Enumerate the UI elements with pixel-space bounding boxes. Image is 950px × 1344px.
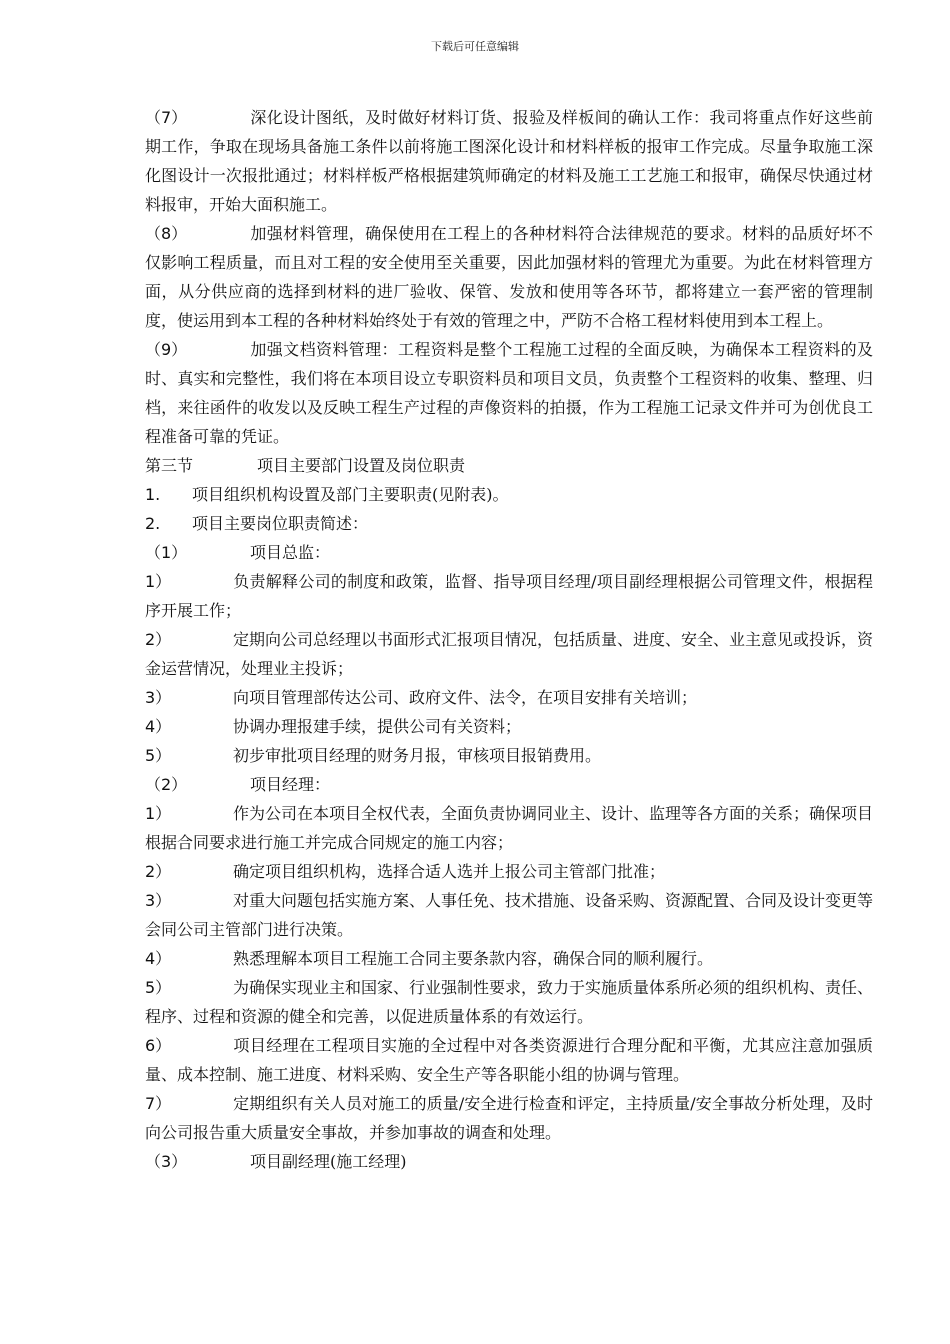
subsection-title: 项目总监： [250, 543, 331, 562]
item-number: （2） [145, 775, 188, 794]
item-text: 初步审批项目经理的财务月报，审核项目报销费用。 [233, 746, 602, 765]
list-item [145, 973, 873, 1031]
item-number: 3） [145, 891, 172, 910]
item-number: 4） [145, 949, 172, 968]
item-number: 5） [145, 978, 172, 997]
list-item [145, 1031, 873, 1089]
item-text: 定期组织有关人员对施工的质量/安全进行检查和评定，主持质量/安全事故分析处理，及时向公司报告重大质量安全事故，并参加事故的调查和处理。 [145, 1094, 873, 1142]
item-number: （8） [145, 224, 188, 243]
section-number: 第三节 [145, 456, 194, 475]
item-text: 为确保实现业主和国家、行业强制性要求，致力于实施质量体系所必须的组织机构、责任、程序、过程和资源的健全和完善，以促进质量体系的有效运行。 [145, 978, 874, 1026]
item-number: 4） [145, 717, 172, 736]
item-number: 2） [145, 862, 172, 881]
subsection-title: 项目副经理(施工经理) [250, 1152, 407, 1171]
item-number: 3） [145, 688, 172, 707]
item-text: 定期向公司总经理以书面形式汇报项目情况，包括质量、进度、安全、业主意见或投诉，资金运营情况，处理业主投诉； [145, 630, 874, 678]
item-number: 5） [145, 746, 172, 765]
item-number: 2. [145, 514, 161, 533]
list-item [145, 480, 873, 509]
section-title: 项目主要部门设置及岗位职责 [257, 456, 466, 475]
item-number: （7） [145, 108, 188, 127]
item-number: 7） [145, 1094, 172, 1113]
list-item [145, 683, 873, 712]
subsection-heading [145, 538, 873, 567]
list-item [145, 944, 873, 973]
item-number: 1） [145, 572, 172, 591]
page-header: 下载后可任意编辑 [431, 40, 519, 53]
item-text: 负责解释公司的制度和政策，监督、指导项目经理/项目副经理根据公司管理文件，根据程序开展工作； [145, 572, 873, 620]
list-item [145, 799, 873, 857]
item-number: 1. [145, 485, 161, 504]
section-heading [145, 451, 873, 480]
document-body [145, 103, 873, 1176]
paragraph-text: 加强文档资料管理：工程资料是整个工程施工过程的全面反映，为确保本工程资料的及时、真实和完整性，我们将在本项目设立专职资料员和项目文员，负责整个工程资料的收集、整理、归档，来往函件的收发以及反映工程生产过程的声像资料的拍摄，作为工程施工记录文件并可为创优良工程准备可靠的凭证。 [145, 340, 873, 446]
paragraph-text: 深化设计图纸，及时做好材料订货、报验及样板间的确认工作：我司将重点作好这些前期工作，争取在现场具备施工条件以前将施工图深化设计和材料样板的报审工作完成。尽量争取施工深化图设计一次报批通过；材料样板严格根据建筑师确定的材料及施工工艺施工和报审，确保尽快通过材料报审，开始大面积施工。 [145, 108, 873, 214]
item-text: 确定项目组织机构，选择合适人选并上报公司主管部门批准； [233, 862, 666, 881]
subsection-title: 项目经理： [250, 775, 331, 794]
item-number: 1） [145, 804, 172, 823]
paragraph-9 [145, 335, 873, 451]
list-item [145, 857, 873, 886]
item-number: （9） [145, 340, 188, 359]
item-number: 2） [145, 630, 172, 649]
list-item [145, 712, 873, 741]
item-text: 向项目管理部传达公司、政府文件、法令，在项目安排有关培训； [233, 688, 698, 707]
subsection-heading [145, 770, 873, 799]
list-item [145, 509, 873, 538]
item-text: 协调办理报建手续，提供公司有关资料； [233, 717, 522, 736]
list-item [145, 741, 873, 770]
list-item [145, 567, 873, 625]
list-item [145, 1089, 873, 1147]
item-text: 熟悉理解本项目工程施工合同主要条款内容，确保合同的顺利履行。 [233, 949, 714, 968]
item-number: （1） [145, 543, 188, 562]
item-text: 对重大问题包括实施方案、人事任免、技术措施、设备采购、资源配置、合同及设计变更等会同公司主管部门进行决策。 [145, 891, 874, 939]
list-item [145, 886, 873, 944]
list-item [145, 625, 873, 683]
item-text: 项目经理在工程项目实施的全过程中对各类资源进行合理分配和平衡，尤其应注意加强质量、成本控制、施工进度、材料采购、安全生产等各职能小组的协调与管理。 [145, 1036, 873, 1084]
paragraph-7 [145, 103, 873, 219]
item-text: 作为公司在本项目全权代表，全面负责协调同业主、设计、监理等各方面的关系；确保项目根据合同要求进行施工并完成合同规定的施工内容； [145, 804, 874, 852]
item-number: 6） [145, 1036, 172, 1055]
subsection-heading [145, 1147, 873, 1176]
paragraph-8 [145, 219, 873, 335]
item-text: 项目主要岗位职责简述： [192, 514, 369, 533]
item-text: 项目组织机构设置及部门主要职责(见附表)。 [192, 485, 509, 504]
item-number: （3） [145, 1152, 188, 1171]
paragraph-text: 加强材料管理，确保使用在工程上的各种材料符合法律规范的要求。材料的品质好坏不仅影响工程质量，而且对工程的安全使用至关重要，因此加强材料的管理尤为重要。为此在材料管理方面，从分供应商的选择到材料的进厂验收、保管、发放和使用等各环节，都将建立一套严密的管理制度，使运用到本工程的各种材料始终处于有效的管理之中，严防不合格工程材料使用到本工程上。 [145, 224, 873, 330]
